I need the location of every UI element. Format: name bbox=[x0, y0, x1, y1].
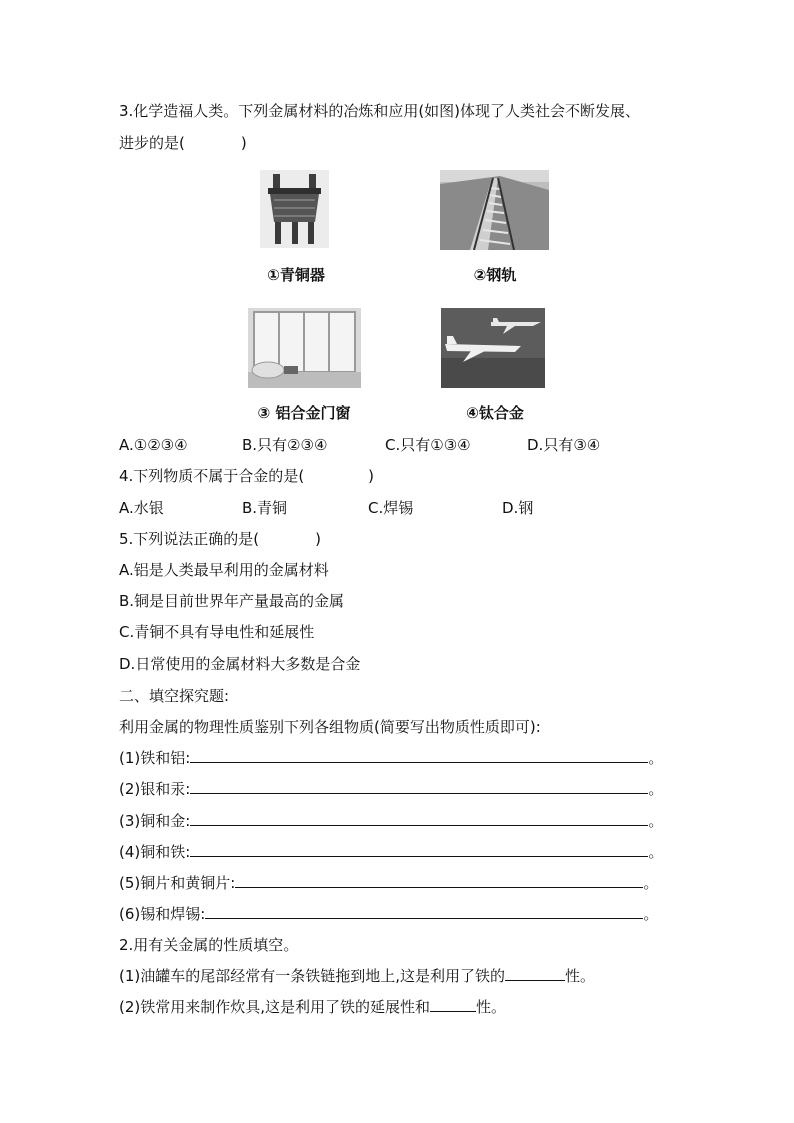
figure-caption-1: ①青铜器 bbox=[267, 266, 325, 284]
section-intro: 利用金属的物理性质鉴别下列各组物质(简要写出物质性质即可): bbox=[119, 718, 541, 736]
answer-blank[interactable] bbox=[205, 904, 643, 919]
q5-option-c: C.青铜不具有导电性和延展性 bbox=[119, 623, 315, 641]
fill-item-label: (4)铜和铁: bbox=[119, 843, 191, 861]
fill-item-end: 。 bbox=[648, 780, 664, 798]
fill-item-label: (1)铁和铝: bbox=[119, 749, 191, 767]
answer-blank[interactable] bbox=[190, 842, 648, 857]
fill-item-end: 。 bbox=[648, 843, 664, 861]
q5-stem bbox=[119, 529, 321, 549]
steel-rail-photo bbox=[440, 170, 549, 250]
q3-stem-line1: 3.化学造福人类。下列金属材料的冶炼和应用(如图)体现了人类社会不断发展、 bbox=[119, 102, 641, 120]
q5-option-d: D.日常使用的金属材料大多数是合金 bbox=[119, 655, 361, 673]
answer-blank[interactable] bbox=[430, 997, 476, 1012]
q4-option-a: A.水银 bbox=[119, 499, 164, 517]
section-heading: 二、填空探究题: bbox=[119, 687, 230, 705]
fill-item-label: (6)锡和焊锡: bbox=[119, 905, 206, 923]
answer-blank[interactable] bbox=[505, 966, 565, 981]
q2-part-2-end: 性。 bbox=[476, 998, 507, 1016]
q2-stem: 2.用有关金属的性质填空。 bbox=[119, 936, 299, 954]
q2-part-1-text: (1)油罐车的尾部经常有一条铁链拖到地上,这是利用了铁的 bbox=[119, 967, 506, 985]
q3-option-a: A.①②③④ bbox=[119, 436, 188, 454]
q3-stem-line2 bbox=[119, 133, 247, 153]
aluminum-window-photo bbox=[248, 308, 361, 388]
q4-stem bbox=[119, 466, 374, 486]
q5-stem-text: 5.下列说法正确的是( bbox=[119, 530, 260, 548]
figure-caption-4: ④钛合金 bbox=[466, 404, 524, 422]
fill-item-3 bbox=[119, 811, 663, 831]
q4-option-b: B.青铜 bbox=[242, 499, 288, 517]
fill-item-5 bbox=[119, 873, 658, 893]
figure-caption-3: ③ 铝合金门窗 bbox=[257, 404, 351, 422]
fill-item-end: 。 bbox=[643, 874, 659, 892]
q4-option-d: D.钢 bbox=[502, 499, 534, 517]
bronze-ding-photo bbox=[260, 170, 329, 248]
q2-part-2-text: (2)铁常用来制作炊具,这是利用了铁的延展性和 bbox=[119, 998, 431, 1016]
fill-item-end: 。 bbox=[648, 749, 664, 767]
answer-blank[interactable] bbox=[190, 748, 648, 763]
fill-item-6 bbox=[119, 904, 658, 924]
fill-item-label: (2)银和汞: bbox=[119, 780, 191, 798]
q4-option-c: C.焊锡 bbox=[368, 499, 414, 517]
q3-option-c: C.只有①③④ bbox=[385, 436, 471, 454]
q5-option-b: B.铜是目前世界年产量最高的金属 bbox=[119, 592, 345, 610]
q3-option-d: D.只有③④ bbox=[527, 436, 601, 454]
q3-option-b: B.只有②③④ bbox=[242, 436, 328, 454]
q3-stem-text: 进步的是( bbox=[119, 134, 185, 152]
q5-option-a: A.铝是人类最早利用的金属材料 bbox=[119, 561, 329, 579]
answer-blank[interactable] bbox=[190, 779, 648, 794]
answer-blank[interactable] bbox=[190, 811, 648, 826]
fill-item-end: 。 bbox=[648, 812, 664, 830]
q4-paren-close: ) bbox=[368, 467, 375, 485]
figure-caption-2: ②钢轨 bbox=[473, 266, 517, 284]
q2-part-1-end: 性。 bbox=[565, 967, 596, 985]
q4-stem-text: 4.下列物质不属于合金的是( bbox=[119, 467, 305, 485]
q3-paren-close: ) bbox=[240, 134, 247, 152]
q5-paren-close: ) bbox=[315, 530, 322, 548]
fill-item-end: 。 bbox=[643, 905, 659, 923]
titanium-aircraft-photo bbox=[441, 308, 545, 388]
q2-part-1 bbox=[119, 966, 595, 986]
fill-item-1 bbox=[119, 748, 663, 768]
fill-item-label: (3)铜和金: bbox=[119, 812, 191, 830]
answer-blank[interactable] bbox=[235, 873, 643, 888]
q2-part-2 bbox=[119, 997, 506, 1017]
fill-item-4 bbox=[119, 842, 663, 862]
fill-item-2 bbox=[119, 779, 663, 799]
fill-item-label: (5)铜片和黄铜片: bbox=[119, 874, 236, 892]
